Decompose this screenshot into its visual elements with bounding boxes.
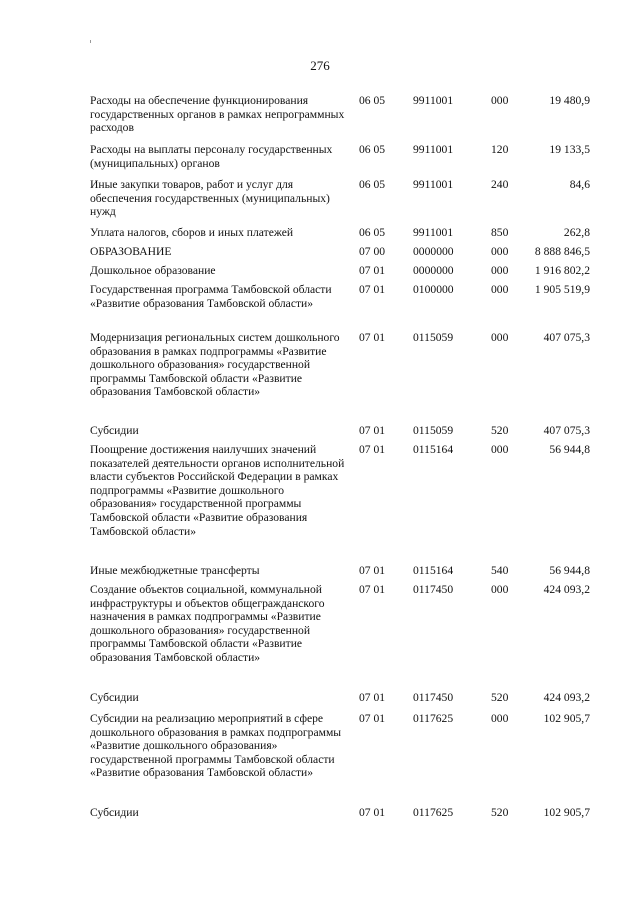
row-amount: 102 905,7 [543,712,590,725]
row-name: Расходы на обеспечение функционирования государственных органов в рамках непрограммных расходов [90,94,345,135]
row-amount: 56 944,8 [549,443,590,456]
row-expense-type: 540 [491,564,509,577]
row-section-code: 07 01 [359,712,386,725]
row-expense-type: 120 [491,143,509,156]
row-target-code: 9911001 [413,143,454,156]
table-row [90,806,590,820]
table-row [90,264,590,278]
row-target-code: 0000000 [413,264,454,277]
row-amount: 1 916 802,2 [534,264,590,277]
row-target-code: 9911001 [413,94,454,107]
row-amount: 8 888 846,5 [534,245,590,258]
row-target-code: 0117625 [413,712,454,725]
table-row [90,226,590,240]
row-name: Дошкольное образование [90,264,216,277]
row-target-code: 0100000 [413,283,454,296]
row-expense-type: 000 [491,443,509,456]
row-target-code: 0117450 [413,691,454,704]
row-section-code: 07 01 [359,583,386,596]
table-row [90,424,590,438]
row-name: Расходы на выплаты персоналу государственных (муниципальных) органов [90,143,333,170]
table-row [90,178,590,219]
scan-mark [90,40,91,43]
table-row [90,712,590,780]
row-name: Модернизация региональных систем дошкольного образования в рамках подпрограммы «Развитие дошкольного образования» государственной программы Тамбовской области «Развитие образования Тамбовской области» [90,331,340,399]
table-row [90,94,590,135]
row-expense-type: 240 [491,178,509,191]
row-target-code: 0115164 [413,564,454,577]
row-expense-type: 000 [491,583,509,596]
row-section-code: 06 05 [359,94,386,107]
row-amount: 84,6 [569,178,590,191]
row-section-code: 06 05 [359,178,386,191]
row-name: Создание объектов социальной, коммунальной инфраструктуры и объектов общегражданского назначения в рамках подпрограммы «Развитие дошкольного образования» государственной программы Тамбовской области «Развитие образования Тамбовской области» [90,583,325,664]
row-expense-type: 520 [491,424,509,437]
row-expense-type: 520 [491,691,509,704]
row-section-code: 07 01 [359,443,386,456]
row-expense-type: 000 [491,331,509,344]
row-expense-type: 000 [491,264,509,277]
table-row [90,443,590,538]
row-section-code: 06 05 [359,226,386,239]
row-amount: 1 905 519,9 [534,283,590,296]
row-expense-type: 000 [491,712,509,725]
row-name: ОБРАЗОВАНИЕ [90,245,172,258]
table-row [90,564,590,578]
table-row [90,331,590,399]
table-row [90,583,590,665]
row-target-code: 0115164 [413,443,454,456]
row-name: Иные межбюджетные трансферты [90,564,260,577]
row-amount: 424 093,2 [543,691,590,704]
row-section-code: 07 01 [359,331,386,344]
table-row [90,143,590,170]
row-section-code: 07 01 [359,283,386,296]
row-amount: 262,8 [563,226,590,239]
row-name: Иные закупки товаров, работ и услуг для обеспечения государственных (муниципальных) нужд [90,178,330,219]
page-number: 276 [310,58,330,73]
row-name: Субсидии [90,424,139,437]
row-name: Субсидии на реализацию мероприятий в сфере дошкольного образования в рамках подпрограммы «Развитие дошкольного образования» государственной программы Тамбовской области «Развитие образования Тамбовской области» [90,712,342,780]
row-amount: 407 075,3 [543,331,590,344]
row-amount: 19 133,5 [549,143,590,156]
row-section-code: 07 01 [359,806,386,819]
row-amount: 407 075,3 [543,424,590,437]
row-amount: 424 093,2 [543,583,590,596]
row-section-code: 07 01 [359,264,386,277]
row-target-code: 0115059 [413,424,454,437]
row-expense-type: 520 [491,806,509,819]
row-section-code: 06 05 [359,143,386,156]
row-expense-type: 000 [491,245,509,258]
row-name: Субсидии [90,806,139,819]
row-expense-type: 000 [491,94,509,107]
row-target-code: 0117450 [413,583,454,596]
row-name: Уплата налогов, сборов и иных платежей [90,226,294,239]
row-section-code: 07 00 [359,245,386,258]
row-section-code: 07 01 [359,691,386,704]
table-row [90,283,590,310]
row-amount: 19 480,9 [549,94,590,107]
row-name: Субсидии [90,691,139,704]
row-target-code: 0115059 [413,331,454,344]
row-target-code: 0117625 [413,806,454,819]
row-target-code: 0000000 [413,245,454,258]
row-name: Государственная программа Тамбовской области «Развитие образования Тамбовской области» [90,283,332,310]
row-expense-type: 850 [491,226,509,239]
row-name: Поощрение достижения наилучших значений показателей деятельности органов исполнительной власти субъектов Российской Федерации в рамках подпрограммы «Развитие дошкольного образования» государственной программы Тамбовской области «Развитие образования Тамбовской области» [90,443,345,538]
row-section-code: 07 01 [359,424,386,437]
table-row [90,245,590,259]
row-amount: 56 944,8 [549,564,590,577]
row-amount: 102 905,7 [543,806,590,819]
row-target-code: 9911001 [413,226,454,239]
row-section-code: 07 01 [359,564,386,577]
row-expense-type: 000 [491,283,509,296]
table-row [90,691,590,705]
row-target-code: 9911001 [413,178,454,191]
